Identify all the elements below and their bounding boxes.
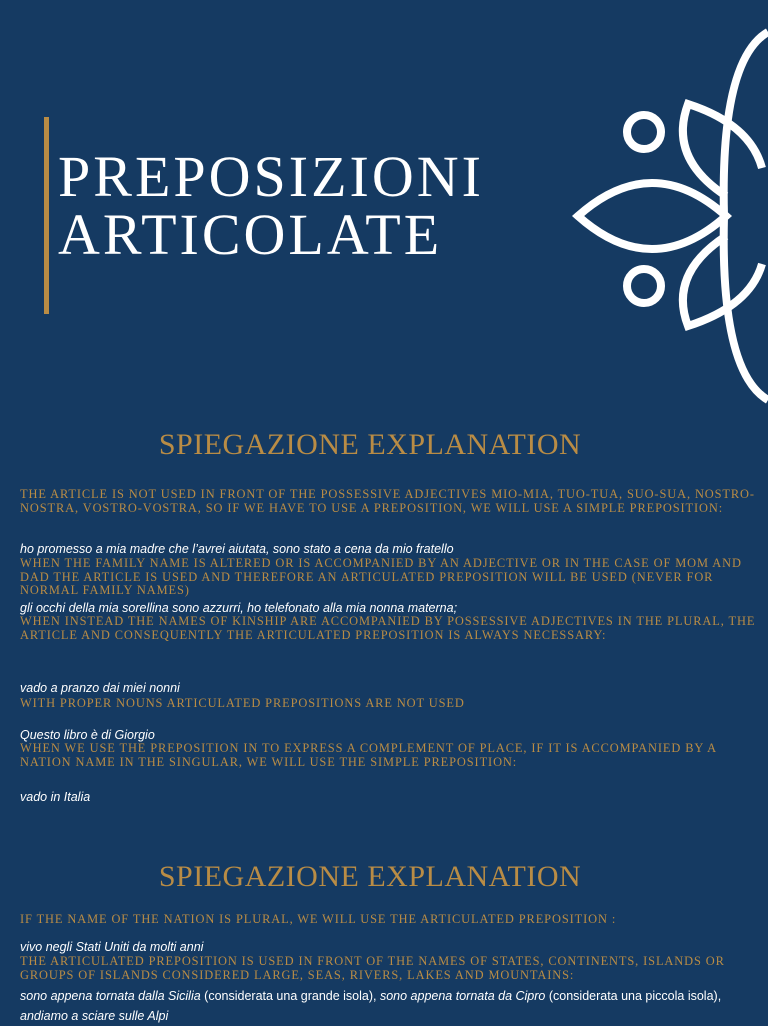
section1-example-4: Questo libro è di Giorgio — [20, 728, 155, 742]
title-line-1: PREPOSIZIONI — [58, 144, 484, 209]
section2-example-1: vivo negli Stati Uniti da molti anni — [20, 940, 204, 954]
section1-heading: SPIEGAZIONE EXPLANATION — [158, 428, 582, 461]
section1-rule-5: WHEN WE USE THE PREPOSITION IN TO EXPRESS A COMPLEMENT OF PLACE, IF IT IS ACCOMPANIED BY A NATION NAME IN THE SINGULAR, WE WILL USE THE SIMPLE PREPOSITION: — [20, 741, 717, 769]
section2-rule-2: THE ARTICULATED PREPOSITION IS USED IN FRONT OF THE NAMES OF STATES, CONTINENTS, ISLANDS OR GROUPS OF ISLANDS CONSIDERED LARGE, SEAS, RIVERS, LAKES AND MOUNTAINS: — [20, 954, 725, 982]
title-line-2: ARTICOLATE — [58, 202, 443, 267]
section2-example-2: sono appena tornata dalla Sicilia (considerata una grande isola), sono appena tornata da Cipro (considerata una piccola isola), andiamo a sciare sulle Alpi — [20, 989, 722, 1023]
title-accent-bar — [44, 117, 49, 314]
section1-example-1: ho promesso a mia madre che l’avrei aiutata, sono stato a cena da mio fratello — [20, 542, 454, 556]
section1-rule-1: THE ARTICLE IS NOT USED IN FRONT OF THE POSSESSIVE ADJECTIVES MIO-MIA, TUO-TUA, SUO-SUA, NOSTRO-NOSTRA, VOSTRO-VOSTRA, SO IF WE HAVE TO USE A PREPOSITION, WE WILL USE A SIMPLE PREPOSITION: — [20, 487, 755, 515]
section2-rule-1: IF THE NAME OF THE NATION IS PLURAL, WE WILL USE THE ARTICULATED PREPOSITION : — [20, 912, 617, 926]
section1-example-2: gli occhi della mia sorellina sono azzurri, ho telefonato alla mia nonna materna; — [20, 601, 458, 615]
section1-example-5: vado in Italia — [20, 790, 91, 804]
page-title — [58, 144, 484, 267]
section1-rule-2: WHEN THE FAMILY NAME IS ALTERED OR IS ACCOMPANIED BY AN ADJECTIVE OR IN THE CASE OF MOM AND DAD THE ARTICLE IS USED AND THEREFORE AN ARTICULATED PREPOSITION WILL BE USED (NEVER FOR NORMAL FAMILY NAMES) — [20, 556, 742, 597]
section1-rule-3: WHEN INSTEAD THE NAMES OF KINSHIP ARE ACCOMPANIED BY POSSESSIVE ADJECTIVES IN THE PLURAL, THE ARTICLE AND CONSEQUENTLY THE ARTICULATED PREPOSITION IS ALWAYS NECESSARY: — [20, 614, 756, 642]
section1-rule-4: WITH PROPER NOUNS ARTICULATED PREPOSITIONS ARE NOT USED — [20, 696, 465, 710]
section2-heading: SPIEGAZIONE EXPLANATION — [158, 860, 582, 893]
flower-ornament-icon — [560, 20, 768, 410]
section1-example-3: vado a pranzo dai miei nonni — [20, 681, 180, 695]
